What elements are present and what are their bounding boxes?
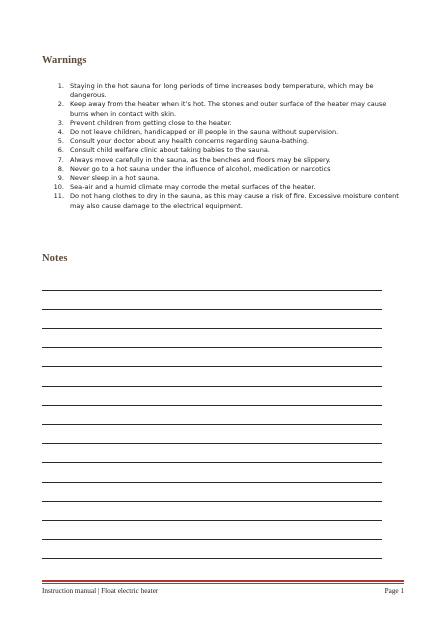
note-line[interactable]: [42, 482, 382, 483]
note-line[interactable]: [42, 405, 382, 406]
footer-document-title: Instruction manual | Float electric heater: [42, 587, 159, 595]
note-line[interactable]: [42, 443, 382, 444]
warning-item: [42, 119, 402, 128]
warning-text: Never sleep in a hot sauna.: [70, 174, 160, 183]
warning-number: 9.: [57, 174, 64, 183]
note-line[interactable]: [42, 347, 382, 348]
note-line[interactable]: [42, 328, 382, 329]
note-line[interactable]: [42, 366, 382, 367]
warning-item: [42, 128, 402, 137]
warning-item: [42, 137, 402, 146]
warning-number: 2.: [57, 100, 64, 109]
footer-page-number: Page 1: [384, 587, 404, 595]
warning-number: 4.: [57, 128, 64, 137]
warning-number: 5.: [57, 137, 64, 146]
warning-text: Always move carefully in the sauna, as the benches and floors may be slippery.: [70, 155, 331, 164]
warning-number: 11.: [53, 192, 64, 201]
warnings-list: [42, 82, 402, 211]
warning-text: Consult child welfare clinic about taking babies to the sauna.: [70, 146, 270, 155]
warning-number: 6.: [57, 146, 64, 155]
warning-item: [42, 100, 402, 118]
note-line[interactable]: [42, 558, 382, 559]
warning-text: Do not leave children, handicapped or ill people in the sauna without supervision.: [70, 128, 339, 137]
footer-rule-thin: [42, 583, 404, 584]
warning-item: [42, 174, 402, 183]
note-line[interactable]: [42, 290, 382, 291]
warning-number: 1.: [57, 82, 64, 90]
warning-text: Sea-air and a humid climate may corrode the metal surfaces of the heater.: [70, 183, 316, 192]
note-line[interactable]: [42, 462, 382, 463]
warning-item: [42, 192, 402, 210]
warning-number: 10.: [53, 183, 64, 192]
warning-item: [42, 165, 402, 174]
warning-item: [42, 82, 402, 100]
warning-text: Never go to a hot sauna under the influence of alcohol, medication or narcotics: [70, 164, 331, 173]
warning-number: 7.: [57, 155, 64, 164]
warning-text: Do not hang clothes to dry in the sauna, as this may cause a risk of fire. Excessive moisture content may also cause damage to the electrical equipment.: [70, 192, 399, 210]
warnings-heading: Warnings: [42, 55, 87, 66]
footer-rule: [42, 580, 404, 582]
warning-item: [42, 183, 402, 192]
warning-text: Prevent children from getting close to the heater.: [70, 118, 232, 127]
notes-heading: Notes: [42, 253, 68, 264]
warning-text: Staying in the hot sauna for long periods of time increases body temperature, which may be dangerous.: [70, 82, 374, 100]
note-line[interactable]: [42, 520, 382, 521]
warning-item: [42, 146, 402, 155]
warning-text: Consult your doctor about any health concerns regarding sauna-bathing.: [70, 137, 310, 146]
warning-number: 3.: [57, 118, 64, 127]
warning-text: Keep away from the heater when it’s hot. The stones and outer surface of the heater may cause burns when in contact with skin.: [70, 100, 387, 118]
warning-item: [42, 156, 402, 165]
note-line[interactable]: [42, 424, 382, 425]
note-line[interactable]: [42, 309, 382, 310]
warning-number: 8.: [57, 164, 64, 173]
note-line[interactable]: [42, 501, 382, 502]
note-line[interactable]: [42, 386, 382, 387]
note-line[interactable]: [42, 539, 382, 540]
